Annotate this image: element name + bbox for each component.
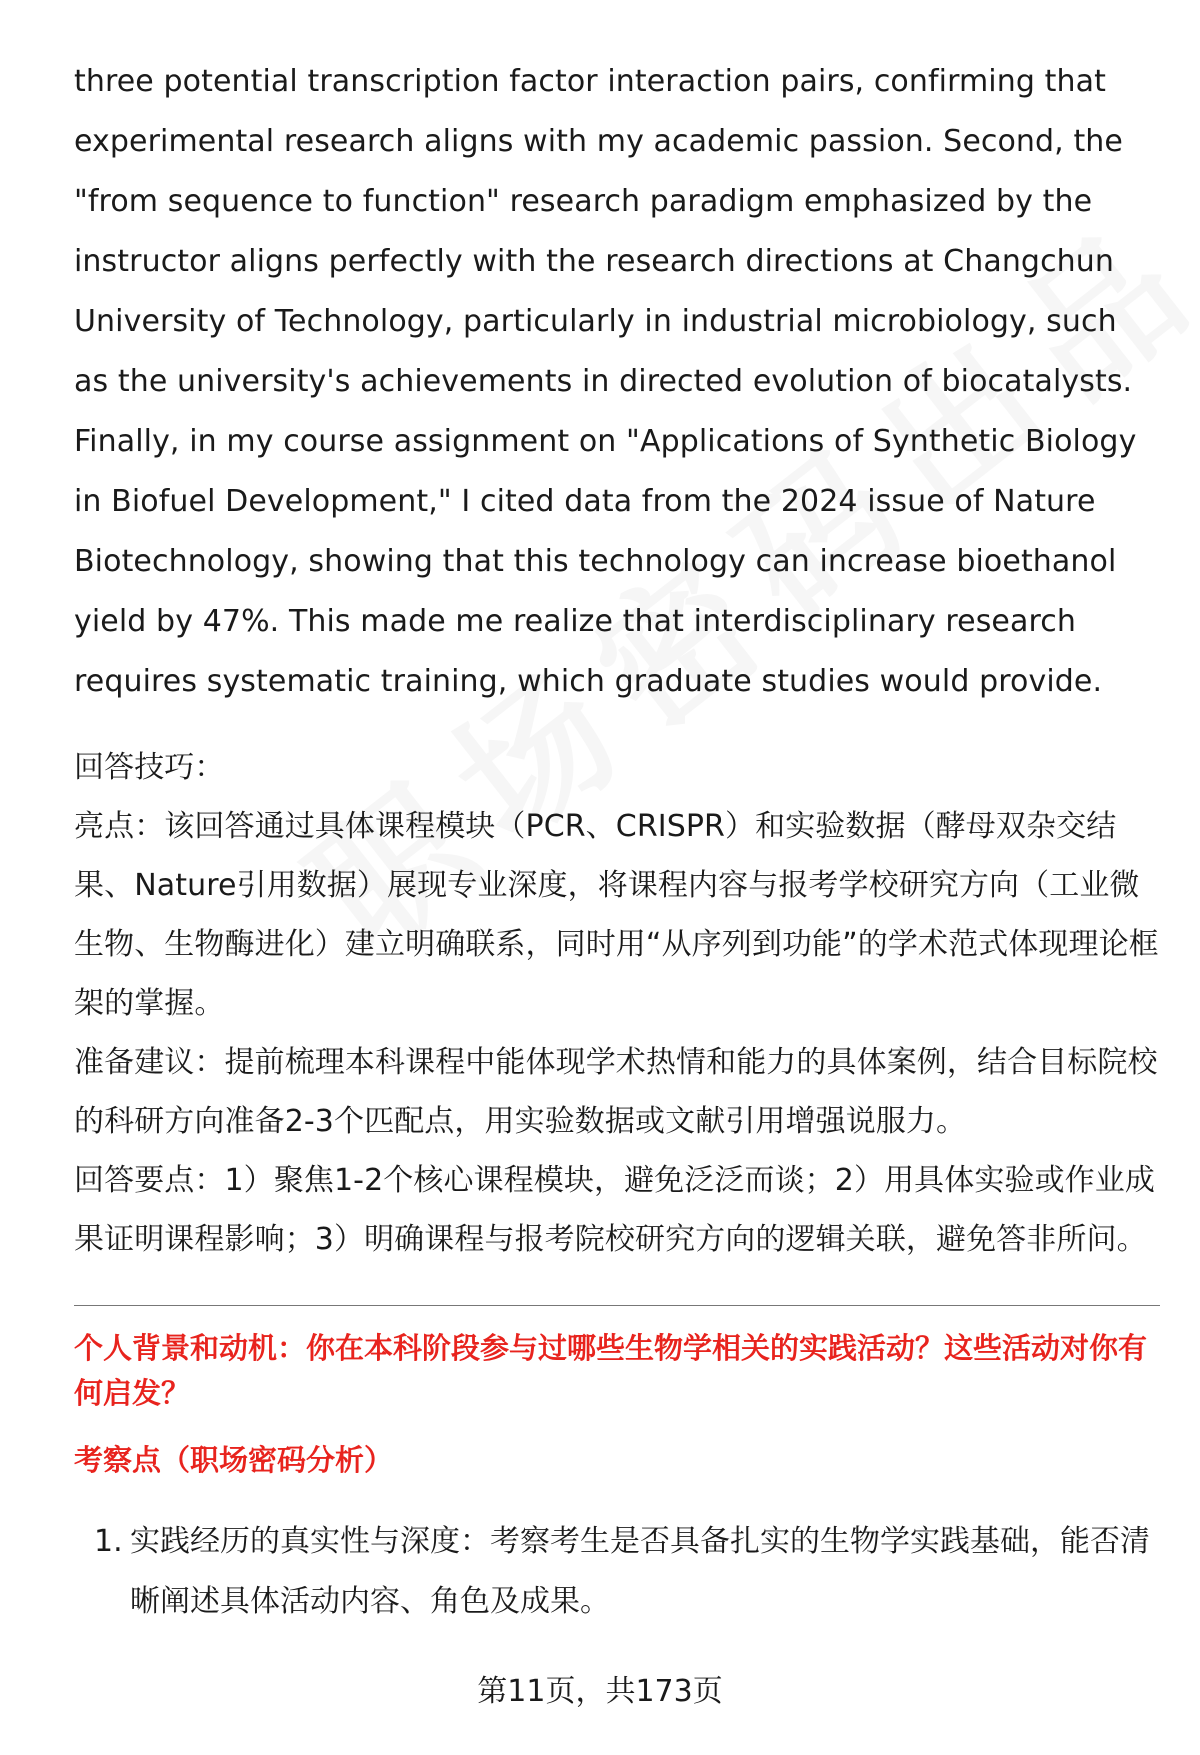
- answer-tips-section: [74, 738, 1160, 1269]
- tips-highlight: 亮点：该回答通过具体课程模块（PCR、CRISPR）和实验数据（酵母双杂交结果、Nature引用数据）展现专业深度，将课程内容与报考学校研究方向（工业微生物、生物酶进化）建立明确联系，同时用“从序列到功能”的学术范式体现理论框架的掌握。: [74, 809, 1159, 1021]
- list-item-number: 1.: [94, 1524, 123, 1559]
- tips-title: 回答技巧：: [74, 750, 225, 785]
- answer-paragraph: three potential transcription factor interaction pairs, confirming that experimental research aligns with my academic passion. Second, the "from sequence to function" research paradigm emphasized by the instructor aligns perfectly with the research directions at Changchun University of Technology, particularly in industrial microbiology, such as the university's achievements in directed evolution of biocatalysts. Finally, in my course assignment on "Applications of Synthetic Biology in Biofuel Development," I cited data from the 2024 issue of Nature Biotechnology, showing that this technology can increase bioethanol yield by 47%. This made me realize that interdisciplinary research requires systematic training, which graduate studies would provide.: [74, 64, 1137, 699]
- section-divider: [74, 1305, 1160, 1306]
- list-item-text: 实践经历的真实性与深度：考察考生是否具备扎实的生物学实践基础，能否清晰阐述具体活动内容、角色及成果。: [130, 1524, 1150, 1619]
- tips-preparation: 准备建议：提前梳理本科课程中能体现学术热情和能力的具体案例，结合目标院校的科研方向准备2-3个匹配点，用实验数据或文献引用增强说服力。: [74, 1045, 1158, 1139]
- list-item: [74, 1512, 1160, 1632]
- question-heading: 个人背景和动机：你在本科阶段参与过哪些生物学相关的实践活动？这些活动对你有何启发？: [74, 1331, 1148, 1410]
- page-number: 第11页，共173页: [477, 1674, 723, 1709]
- tips-key-points: 回答要点：1）聚焦1-2个核心课程模块，避免泛泛而谈；2）用具体实验或作业成果证明课程影响；3）明确课程与报考院校研究方向的逻辑关联，避免答非所问。: [74, 1163, 1155, 1257]
- document-page: [74, 52, 1160, 1648]
- assessment-list: [74, 1512, 1160, 1632]
- assessment-subheading: 考察点（职场密码分析）: [74, 1443, 394, 1477]
